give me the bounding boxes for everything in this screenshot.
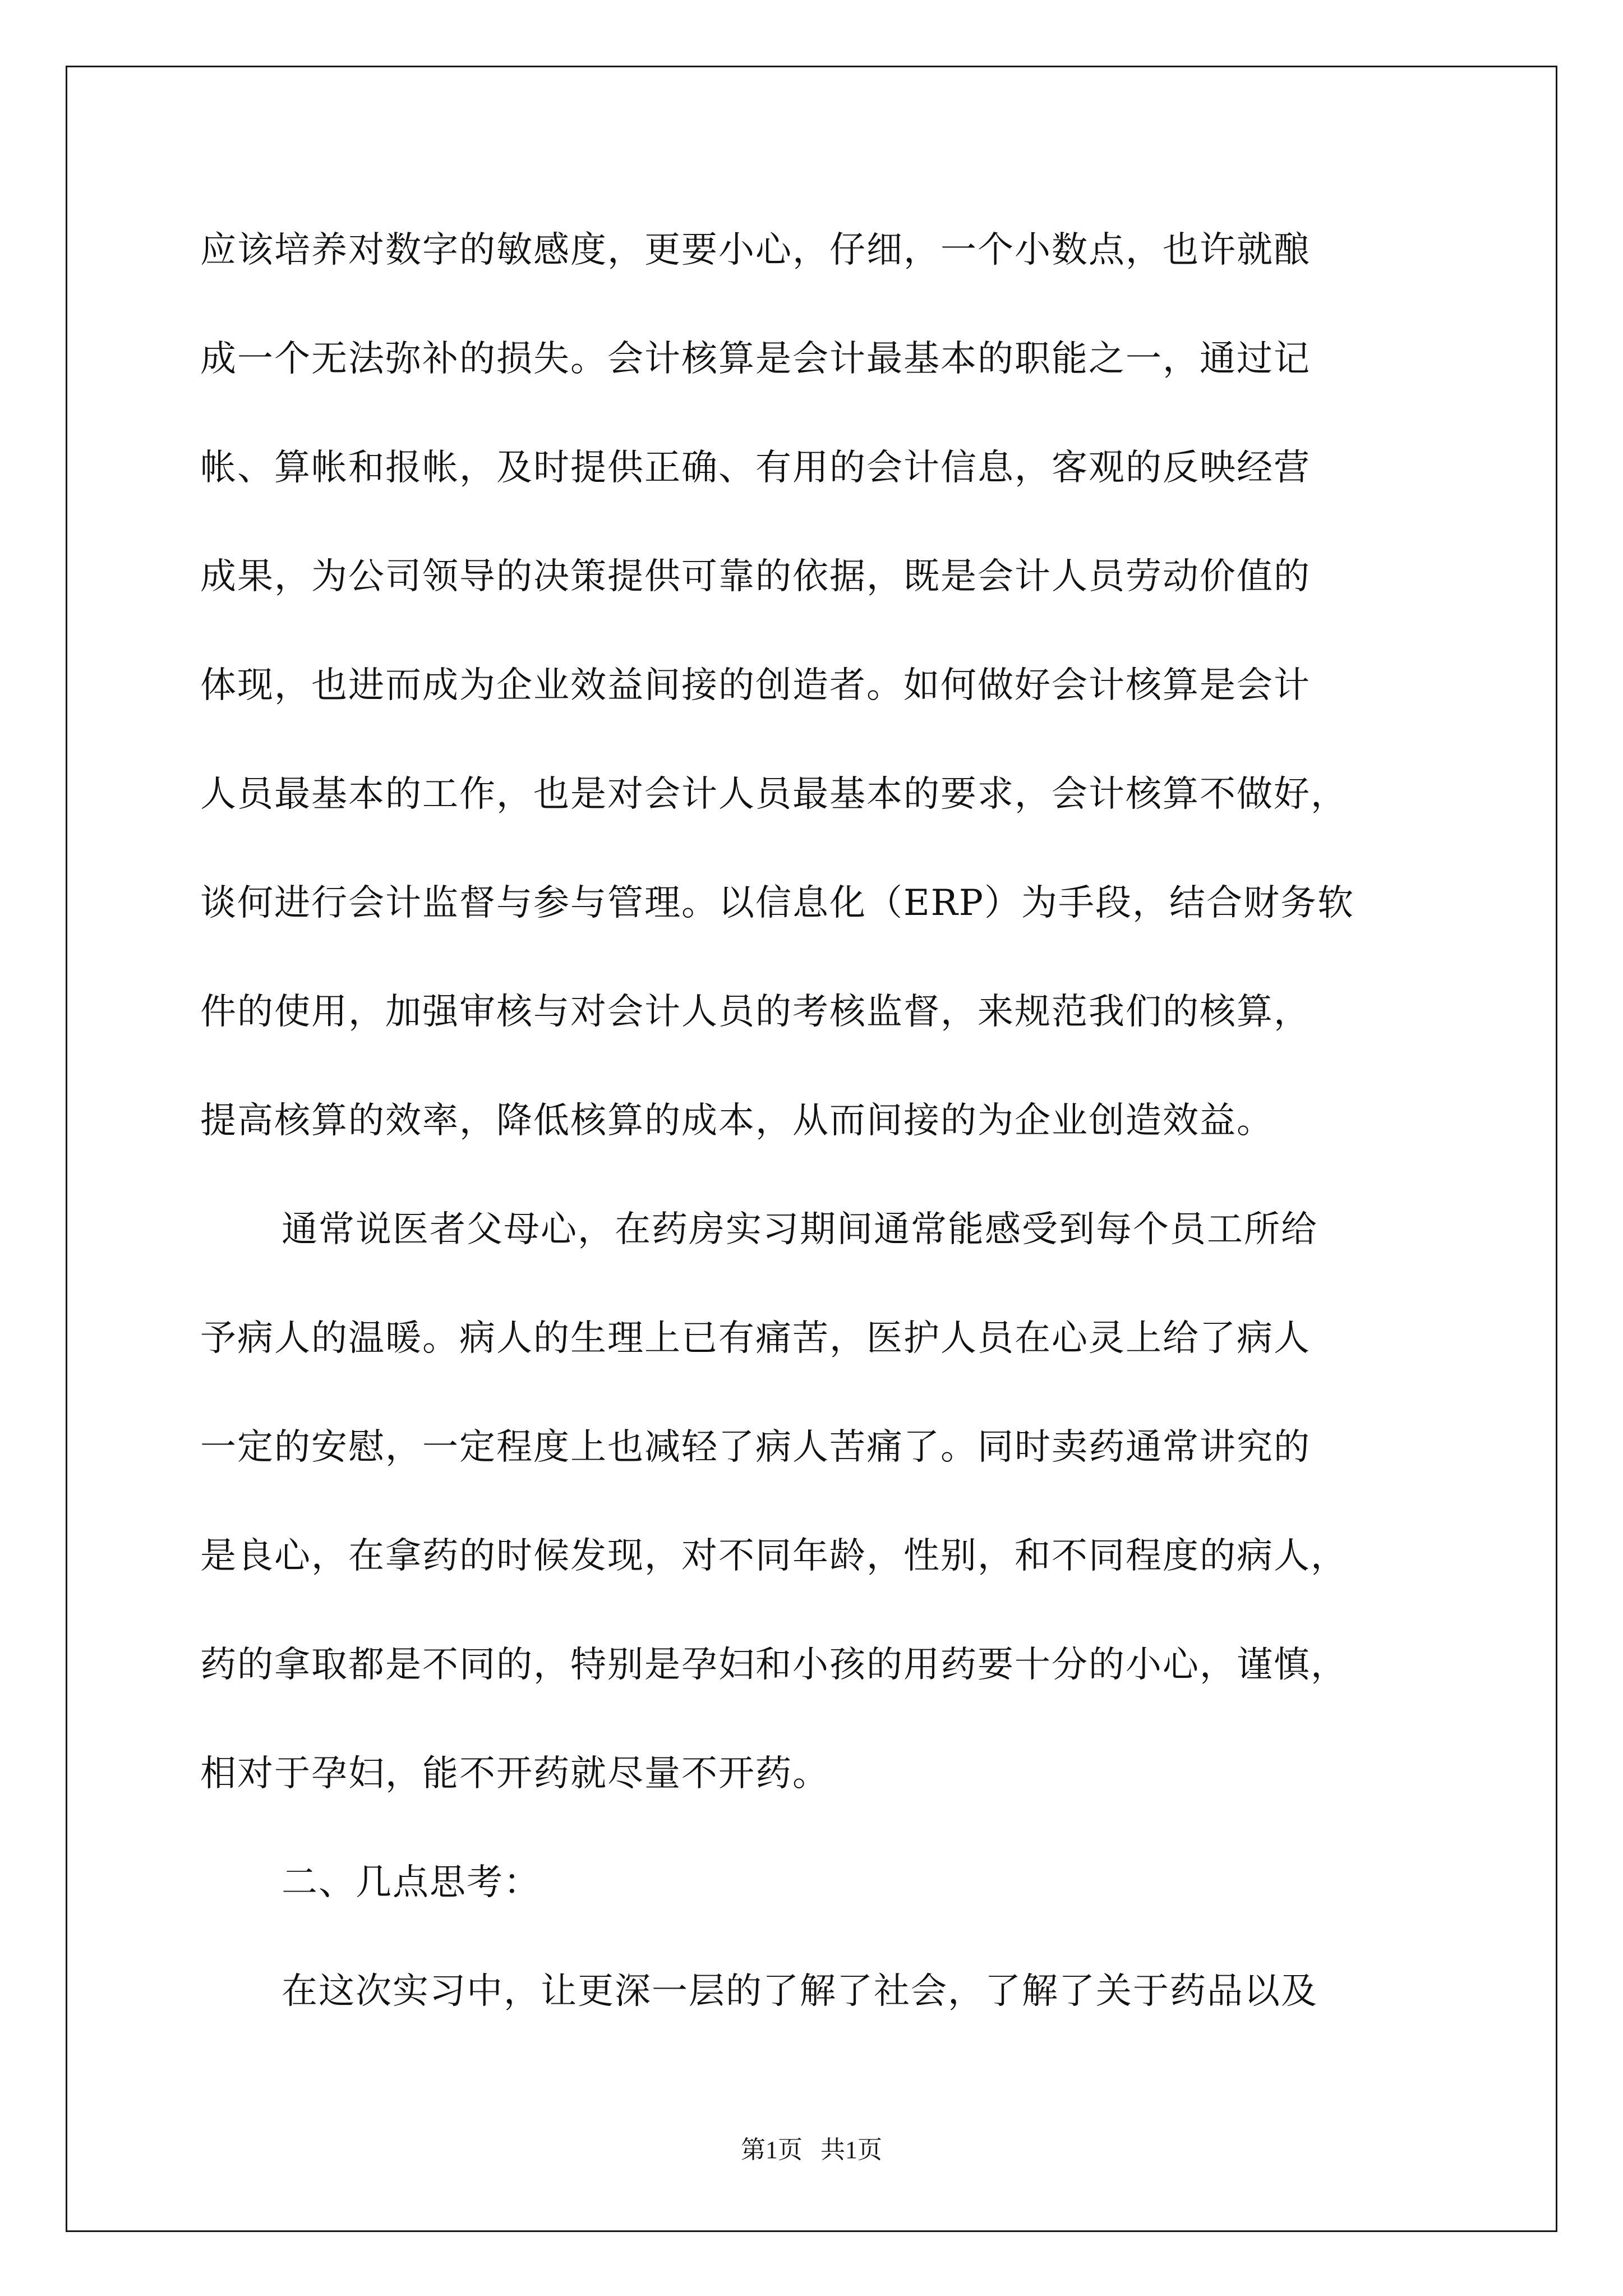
page-number: 第1页 [741, 2136, 803, 2164]
text-line: 成一个无法弥补的损失。会计核算是会计最基本的职能之一，通过记 [200, 338, 1311, 380]
text-line: 体现，也进而成为企业效益间接的创造者。如何做好会计核算是会计 [200, 665, 1311, 706]
text-line: 帐、算帐和报帐，及时提供正确、有用的会计信息，客观的反映经营 [200, 447, 1311, 489]
paragraph-start-line: 通常说医者父母心，在药房实习期间通常能感受到每个员工所给 [282, 1209, 1318, 1250]
text-line: 予病人的温暖。病人的生理上已有痛苦，医护人员在心灵上给了病人 [200, 1318, 1311, 1359]
text-line: 相对于孕妇，能不开药就尽量不开药。 [200, 1753, 829, 1795]
text-line: 药的拿取都是不同的，特别是孕妇和小孩的用药要十分的小心，谨慎， [200, 1644, 1348, 1686]
page-footer [0, 2136, 1623, 2164]
text-line: 应该培养对数字的敏感度，更要小心，仔细，一个小数点，也许就酿 [200, 229, 1311, 271]
text-line: 人员最基本的工作，也是对会计人员最基本的要求，会计核算不做好， [200, 774, 1348, 815]
text-line: 一定的安慰，一定程度上也减轻了病人苦痛了。同时卖药通常讲究的 [200, 1427, 1311, 1468]
text-line: 件的使用，加强审核与对会计人员的考核监督，来规范我们的核算， [200, 991, 1311, 1033]
text-line: 提高核算的效率，降低核算的成本，从而间接的为企业创造效益。 [200, 1100, 1274, 1142]
page-total: 共1页 [820, 2136, 882, 2164]
text-line: 谈何进行会计监督与参与管理。以信息化（ERP）为手段，结合财务软 [200, 882, 1354, 924]
text-line: 成果，为公司领导的决策提供可靠的依据，既是会计人员劳动价值的 [200, 556, 1311, 597]
section-heading: 二、几点思考： [282, 1862, 541, 1903]
paragraph-start-line: 在这次实习中，让更深一层的了解了社会，了解了关于药品以及 [282, 1971, 1318, 2012]
text-line: 是良心，在拿药的时候发现，对不同年龄，性别，和不同程度的病人， [200, 1535, 1348, 1577]
